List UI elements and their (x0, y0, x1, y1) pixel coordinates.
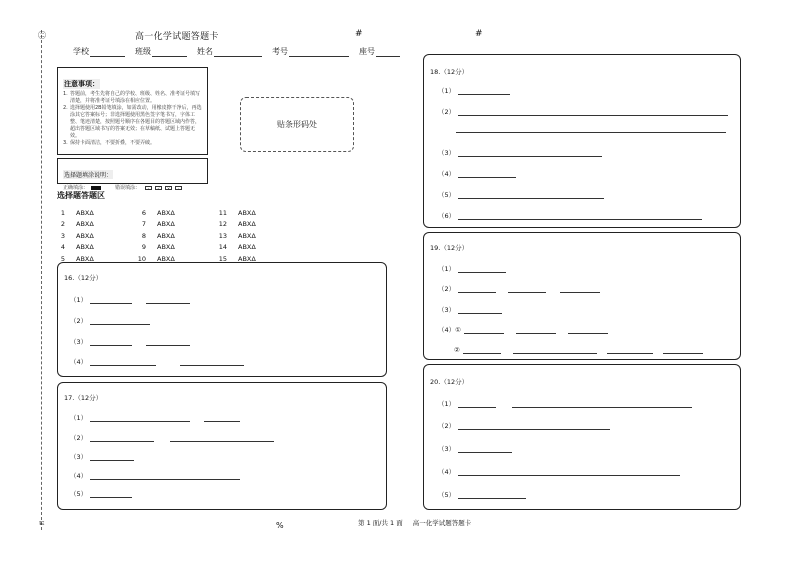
notice-item: 1. 答题前，考生先将自己的学校、班级、姓名、准考证号填写清楚，并将准考证号填涂在相应位置。 (63, 91, 201, 104)
choice-item[interactable]: 8 ABXΔ (141, 231, 175, 240)
wrong-mark-check-icon: ✓ (156, 185, 161, 191)
question-19-panel (423, 232, 741, 360)
wrong-fill-label: 错误填涂： (115, 185, 141, 191)
notice-item: 2. 选择题使用2B铅笔填涂，如需改动，用橡皮擦干净后，再选涂其它答案标号；非选择题使用黑色签字笔书写，字体工整、笔迹清楚，按照题号顺序在各题目的答题区域内作答，超出答题区域书写的答案无效；在草稿纸、试题上答题无效。 (63, 105, 202, 139)
choice-area-title: 选择题答题区 (57, 191, 105, 200)
q17-line-3[interactable]: （3） (70, 452, 134, 461)
fill-example-box (57, 158, 208, 191)
question-19-heading: 19.（12分） (430, 244, 469, 252)
percent-mark: % (276, 521, 284, 530)
choice-item[interactable]: 15 ABXΔ (218, 254, 256, 263)
barcode-label: 贴条形码处 (277, 120, 317, 129)
choice-item[interactable]: 14 ABXΔ (218, 243, 256, 252)
wrong-fill-marks (145, 186, 182, 190)
margin-mark-bottom: ㅌ (38, 519, 46, 528)
school-label: 学校 (73, 47, 89, 56)
q20-line-5[interactable]: （5） (438, 490, 526, 499)
class-blank[interactable] (152, 48, 187, 57)
question-17-heading: 17.（12分） (64, 394, 103, 402)
seat-number-blank[interactable] (376, 48, 400, 57)
student-info-row (73, 46, 410, 57)
footer-sheet-name: 高一化学试题答题卡 (412, 519, 472, 527)
choice-item[interactable]: 4 ABXΔ (60, 243, 94, 252)
hash-mark-right: # (475, 29, 483, 39)
choice-item[interactable]: 5 ABXΔ (60, 254, 94, 263)
choice-item[interactable]: 12 ABXΔ (218, 220, 256, 229)
choice-column-2 (132, 207, 175, 265)
q16-line-1[interactable]: （1） (70, 295, 190, 304)
seat-number-label: 座号 (359, 47, 375, 56)
exam-number-blank[interactable] (289, 48, 349, 57)
sheet-title: 高一化学试题答题卡 (135, 32, 219, 42)
q16-line-3[interactable]: （3） (70, 337, 190, 346)
notice-list (63, 91, 202, 147)
barcode-area (240, 97, 354, 152)
question-20-heading: 20.（12分） (430, 378, 469, 386)
q20-line-1[interactable]: （1） (438, 399, 692, 408)
notice-item: 3. 保持卡面清洁，不要折叠，不要弄破。 (63, 140, 156, 146)
q18-line-1[interactable]: （1） (438, 86, 510, 95)
question-18-panel (423, 54, 741, 228)
q18-line-5[interactable]: （5） (438, 190, 604, 199)
q18-line-4[interactable]: （4） (438, 169, 516, 178)
page-number: 第 1 面/共 1 面 (358, 519, 403, 527)
q17-line-5[interactable]: （5） (70, 489, 132, 498)
choice-item[interactable]: 7 ABXΔ (141, 220, 175, 229)
page-footer (358, 518, 471, 527)
q18-line-2b[interactable] (456, 127, 726, 133)
q19-line-5[interactable]: ② (454, 346, 703, 354)
notice-title: 注意事项： (64, 80, 99, 88)
q20-line-2[interactable]: （2） (438, 421, 610, 430)
school-field[interactable] (73, 46, 125, 57)
choice-item[interactable]: 1 ABXΔ (60, 208, 94, 217)
notice-box (57, 67, 208, 155)
q17-line-2[interactable]: （2） (70, 433, 274, 442)
choice-item[interactable]: 10 ABXΔ (137, 254, 175, 263)
q19-line-4[interactable]: （4）① (438, 325, 608, 334)
name-label: 姓名 (197, 47, 213, 56)
q19-line-3[interactable]: （3） (438, 305, 502, 314)
exam-number-field[interactable] (272, 46, 349, 57)
margin-mark-top: ㊁ (38, 31, 46, 40)
q16-line-2[interactable]: （2） (70, 316, 150, 325)
question-16-heading: 16.（12分） (64, 274, 103, 282)
fill-example-title: 选择题填涂说明： (64, 172, 113, 179)
class-label: 班级 (135, 47, 151, 56)
choice-column-1 (51, 207, 94, 265)
class-field[interactable] (135, 46, 187, 57)
choice-item[interactable]: 13 ABXΔ (218, 231, 256, 240)
school-blank[interactable] (90, 48, 125, 57)
wrong-mark-dot-icon: · (175, 186, 182, 190)
choice-item[interactable]: 3 ABXΔ (60, 231, 94, 240)
q20-line-3[interactable]: （3） (438, 444, 512, 453)
wrong-mark-cross-icon: × (166, 185, 171, 191)
choice-item[interactable]: 11 ABXΔ (218, 208, 256, 217)
q18-line-2[interactable]: （2） (438, 107, 728, 116)
q18-line-3[interactable]: （3） (438, 148, 602, 157)
q19-line-2[interactable]: （2） (438, 284, 600, 293)
q18-line-6[interactable]: （6） (438, 211, 702, 220)
wrong-mark-dash-icon: - (145, 186, 152, 190)
hash-mark-left: # (355, 29, 363, 39)
choice-item[interactable]: 6 ABXΔ (141, 208, 175, 217)
name-field[interactable] (197, 46, 262, 57)
choice-column-3 (213, 207, 256, 265)
choice-item[interactable]: 9 ABXΔ (141, 243, 175, 252)
seat-number-field[interactable] (359, 46, 400, 57)
q17-line-4[interactable]: （4） (70, 471, 240, 480)
name-blank[interactable] (214, 48, 262, 57)
q20-line-4[interactable]: （4） (438, 467, 680, 476)
question-16-panel (57, 262, 387, 377)
binding-margin-line (41, 30, 42, 530)
question-17-panel (57, 382, 387, 510)
q17-line-1[interactable]: （1） (70, 413, 240, 422)
q19-line-1[interactable]: （1） (438, 264, 506, 273)
correct-fill-mark (91, 186, 101, 190)
question-20-panel (423, 364, 741, 510)
question-18-heading: 18.（12分） (430, 68, 469, 76)
correct-fill-label: 正确填涂： (63, 185, 89, 191)
exam-number-label: 考号 (272, 47, 288, 56)
q16-line-4[interactable]: （4） (70, 357, 244, 366)
choice-item[interactable]: 2 ABXΔ (60, 220, 94, 229)
